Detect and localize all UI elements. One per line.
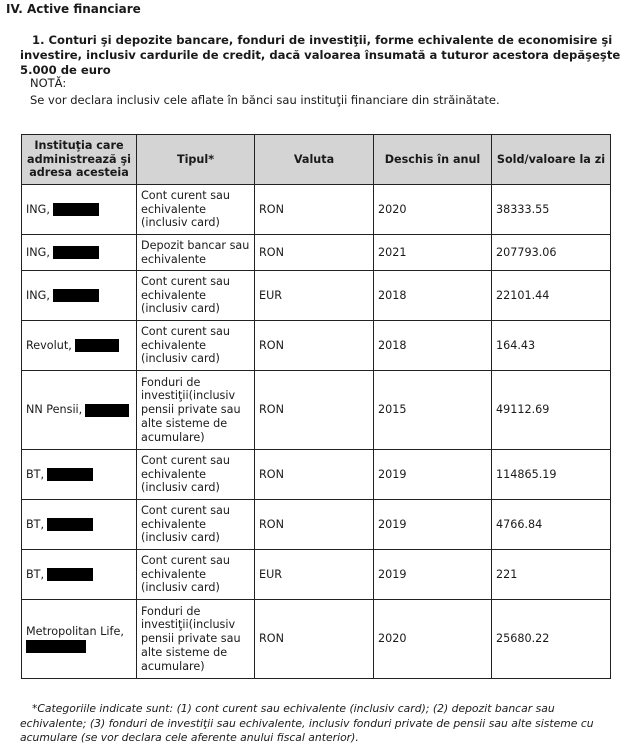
header-institution: Instituţia care administrează şi adresa acesteia (22, 135, 137, 185)
balance-cell: 221 (492, 550, 611, 600)
institution-name: ING, (26, 245, 50, 259)
institution-name: Revolut, (26, 338, 72, 352)
redaction-box (53, 203, 99, 216)
institution-name: BT, (26, 517, 45, 531)
type-cell: Fonduri de investiţii(inclusiv pensii private sau alte sisteme de acumulare) (137, 600, 255, 679)
institution-cell (22, 450, 137, 500)
header-opened: Deschis în anul (374, 135, 492, 185)
table-row (22, 550, 611, 600)
type-cell: Cont curent sau echivalente (inclusiv card) (137, 500, 255, 550)
institution-name: BT, (26, 567, 45, 581)
balance-cell: 38333.55 (492, 185, 611, 235)
type-cell: Cont curent sau echivalente (inclusiv card) (137, 185, 255, 235)
opened-cell: 2019 (374, 550, 492, 600)
balance-cell: 49112.69 (492, 371, 611, 450)
balance-cell: 22101.44 (492, 271, 611, 321)
header-currency: Valuta (255, 135, 374, 185)
institution-cell (22, 500, 137, 550)
redaction-box (53, 289, 99, 302)
table-row (22, 600, 611, 679)
type-cell: Fonduri de investiţii(inclusiv pensii private sau alte sisteme de acumulare) (137, 371, 255, 450)
opened-cell: 2019 (374, 500, 492, 550)
table-header-row (22, 135, 611, 185)
currency-cell: RON (255, 500, 374, 550)
opened-cell: 2015 (374, 371, 492, 450)
institution-cell (22, 550, 137, 600)
subsection-heading: 1. Conturi şi depozite bancare, fonduri de investiţii, forme echivalente de economisire şi investire, inclusiv cardurile de credit, dacă valoarea însumată a tuturor acestora depăşeşte 5.000 de euro (20, 33, 621, 77)
table-row (22, 185, 611, 235)
currency-cell: EUR (255, 271, 374, 321)
financial-assets-table (21, 134, 611, 679)
balance-cell: 207793.06 (492, 235, 611, 271)
institution-name: BT, (26, 467, 45, 481)
table-row (22, 371, 611, 450)
currency-cell: RON (255, 450, 374, 500)
type-cell: Cont curent sau echivalente (inclusiv card) (137, 450, 255, 500)
currency-cell: EUR (255, 550, 374, 600)
institution-cell (22, 235, 137, 271)
section-title: IV. Active financiare (6, 2, 141, 16)
table-row (22, 235, 611, 271)
redaction-box (47, 468, 93, 481)
redaction-box (47, 568, 93, 581)
institution-cell (22, 185, 137, 235)
institution-cell (22, 600, 137, 679)
header-type: Tipul* (137, 135, 255, 185)
institution-name: Metropolitan Life, (26, 625, 124, 639)
redaction-box (53, 246, 99, 259)
header-balance: Sold/valoare la zi (492, 135, 611, 185)
type-cell: Cont curent sau echivalente (inclusiv card) (137, 271, 255, 321)
currency-cell: RON (255, 235, 374, 271)
balance-cell: 25680.22 (492, 600, 611, 679)
balance-cell: 4766.84 (492, 500, 611, 550)
categories-footnote: *Categoriile indicate sunt: (1) cont curent sau echivalente (inclusiv card); (2) depozit bancar sau echivalente; (3) fonduri de investiţii sau echivalente, inclusiv fonduri private de pensii sau alte sisteme cu acumulare (se vor declara cele aferente anului fiscal anterior). (20, 702, 594, 744)
opened-cell: 2018 (374, 321, 492, 371)
table-row (22, 271, 611, 321)
opened-cell: 2019 (374, 450, 492, 500)
type-cell: Cont curent sau echivalente (inclusiv card) (137, 321, 255, 371)
note-label: NOTĂ: (30, 76, 67, 90)
currency-cell: RON (255, 185, 374, 235)
opened-cell: 2020 (374, 600, 492, 679)
opened-cell: 2018 (374, 271, 492, 321)
table-row (22, 500, 611, 550)
note-text: Se vor declara inclusiv cele aflate în bănci sau instituţii financiare din străinătate. (30, 93, 500, 107)
institution-name: ING, (26, 202, 50, 216)
balance-cell: 164.43 (492, 321, 611, 371)
redaction-box (47, 518, 93, 531)
institution-name: ING, (26, 288, 50, 302)
type-cell: Cont curent sau echivalente (inclusiv card) (137, 550, 255, 600)
currency-cell: RON (255, 321, 374, 371)
opened-cell: 2020 (374, 185, 492, 235)
table-row (22, 321, 611, 371)
table-row (22, 450, 611, 500)
type-cell: Depozit bancar sau echivalente (137, 235, 255, 271)
institution-cell (22, 321, 137, 371)
redaction-box (85, 404, 129, 417)
redaction-box (75, 339, 119, 352)
balance-cell: 114865.19 (492, 450, 611, 500)
redaction-box (26, 640, 86, 653)
opened-cell: 2021 (374, 235, 492, 271)
currency-cell: RON (255, 371, 374, 450)
institution-cell (22, 271, 137, 321)
institution-name: NN Pensii, (26, 403, 83, 417)
currency-cell: RON (255, 600, 374, 679)
institution-cell (22, 371, 137, 450)
